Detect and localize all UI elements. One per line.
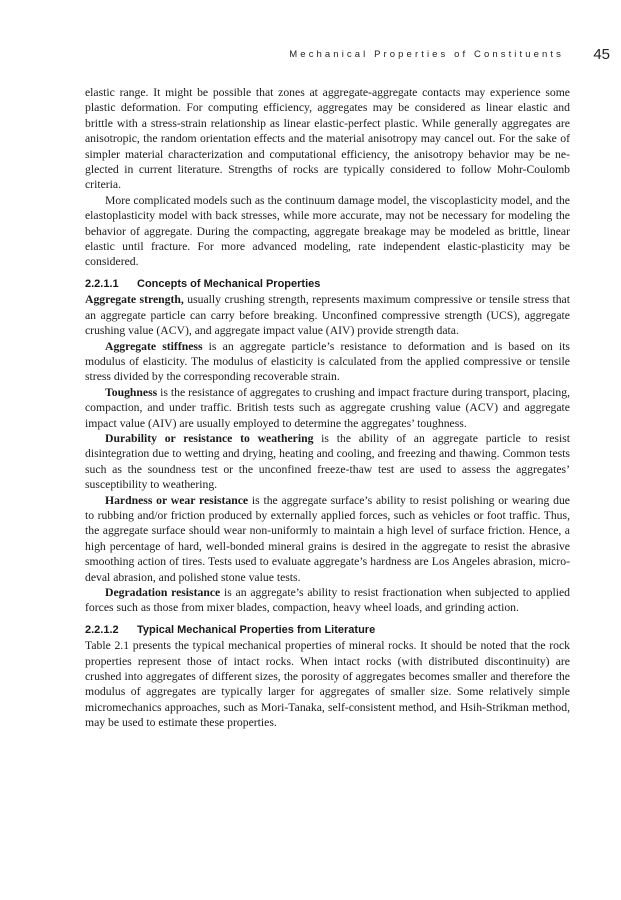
definition-text: usually crushing strength, represents maximum compressive or tensile stress that an aggregate particle can carry before breaking. Unconfined compressive strength (UCS), aggregate crushing value (ACV), and aggregate impact value (AIV) provide strength data.	[85, 293, 570, 338]
paragraph-toughness	[85, 385, 570, 431]
definition-text: is the resistance of aggregates to crushing and impact fracture during transport, placing, compaction, and under traffic. British tests such as aggregate crushing value (ACV) and aggregate impact value (AIV) are usually employed to determine the aggregates’ toughness.	[85, 385, 570, 430]
term-degradation: Degradation resistance	[105, 586, 221, 599]
term-hardness: Hardness or wear resistance	[105, 493, 249, 507]
definition-text: is an aggregate particle’s resistance to deformation and is based on its modulus of elasticity. The modulus of elasticity is calculated from the applied compressive or tensile stress divided by the corresponding recoverable strain.	[85, 339, 570, 384]
term-aggregate-strength: Aggregate strength,	[85, 293, 184, 307]
paragraph-degradation	[85, 585, 570, 616]
running-header	[85, 48, 610, 66]
definition-text: is the ability of an aggregate particle to resist disintegration due to wetting and drying, heating and cooling, and freezing and thawing. Common tests such as the soundness test or the unconfined freeze-thaw test are used to assess the aggregates’ susceptibility to weathering.	[85, 431, 571, 492]
term-aggregate-stiffness: Aggregate stiffness	[105, 339, 203, 353]
running-title: Mechanical Properties of Constituents	[289, 49, 564, 60]
paragraph-aggregate-strength	[85, 292, 570, 338]
body-text	[85, 85, 570, 731]
definition-text: is an aggregate’s ability to resist fractionation when subjected to applied forces such as those from mixer blades, compaction, heavy wheel loads, and grinding action.	[85, 586, 570, 615]
paragraph-complicated-models: More complicated models such as the continuum damage model, the viscoplasticity model, and the elastoplasticity model with back stresses, while more accurate, may not be necessary for modeling the behavior of aggregate. During the compacting, aggregate breakage may be modeled as brittle, linear elastic until fracture. For more advanced modeling, rate independent elastic-plasticity may be considered.	[85, 193, 570, 269]
section-heading-2-2-1-1	[85, 277, 570, 292]
term-toughness: Toughness	[105, 385, 158, 399]
section-title: Typical Mechanical Properties from Literature	[137, 623, 376, 636]
section-number: 2.2.1.2	[85, 623, 119, 636]
section-heading-2-2-1-2	[85, 623, 570, 638]
paragraph-durability	[85, 431, 570, 493]
paragraph-aggregate-elastic-range: elastic range. It might be possible that zones at aggregate-aggregate contacts may experience some plastic deformation. For computing efficiency, aggregates may be considered as linear elastic and brittle with a stress-strain relationship as linear elastic-perfect plastic. While generally aggregates are anisotropic, the random orientation effects and the material anisotropy may cancel out. For the sake of simpler material characterization and computational efficiency, the anisotropy behavior may be neglected in current literature. Strengths of rocks are typically considered to follow Mohr-Coulomb criteria.	[85, 86, 570, 192]
paragraph-typical-properties: Table 2.1 presents the typical mechanical properties of mineral rocks. It should be noted that the rock properties represent those of intact rocks. When intact rocks (with distributed discontinuity) are crushed into aggregates of different sizes, the porosity of aggregates becomes smaller and therefore the modulus of aggregates are typically larger for aggregates of smaller size. Some relatively simple micromechanics approaches, such as Mori-Tanaka, self-consistent method, and Hsih-Strikman method, may be used to estimate these properties.	[85, 639, 570, 730]
paragraph-aggregate-stiffness	[85, 339, 570, 385]
page-number: 45	[593, 46, 610, 63]
paragraph-hardness	[85, 493, 570, 585]
section-title: Concepts of Mechanical Properties	[137, 277, 321, 290]
section-number: 2.2.1.1	[85, 277, 119, 290]
term-durability: Durability or resistance to weathering	[105, 431, 314, 445]
definition-text: is the aggregate surface’s ability to resist polishing or wearing due to rubbing and/or friction produced by externally applied forces, such as vehicles or foot traffic. Thus, the aggregate surface should wear non-uniformly to maintain a high level of surface friction. Hence, a high percentage of hard, well-bonded mineral grains is desired in the aggregate to resist the abrasive smoothing action of tires. Tests used to evaluate aggregate’s hardness are Los Angeles abrasion, micro-deval abrasion, and polished stone value tests.	[85, 493, 570, 584]
